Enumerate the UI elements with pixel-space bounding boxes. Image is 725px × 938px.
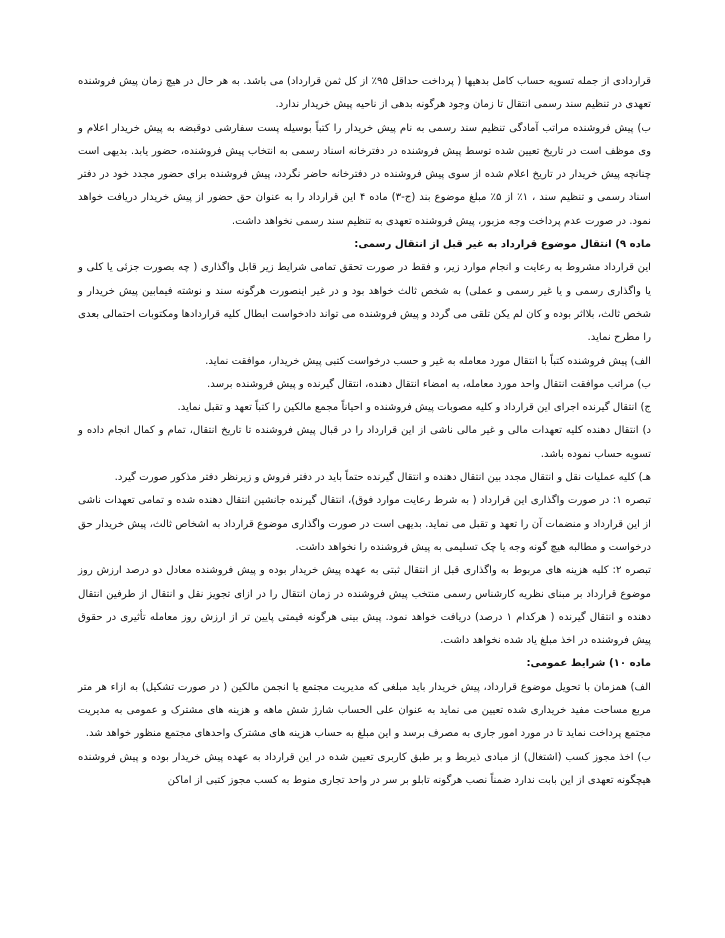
paragraph-condition-dal: د) انتقال دهنده کلیه تعهدات مالی و غیر مالی ناشی از این قرارداد را در قبال پیش فروشنده تا تاریخ انتقال، تمام و کمال انجام داده و تسویه حساب نموده باشد. [78, 425, 651, 460]
paragraph-general-be: ب) اخذ مجوز کسب (اشتغال) از مبادی ذیربط و بر طبق کاربری تعیین شده در این قرارداد به عهده پیش خریدار بوده و پیش فروشنده هیچگونه تعهدی از این بابت ندارد ضمناً نصب هرگونه تابلو بر سر در واحد تجاری منوط به کسب مجوز کتبی از اماکن [78, 751, 651, 786]
paragraph-note-1: تبصره ۱: در صورت واگذاری این قرارداد ( به شرط رعایت موارد فوق)، انتقال گیرنده جانشین انتقال دهنده شده و تمامی تعهدات ناشی از این قرارداد و منضمات آن را تعهد و تقبل می نماید. بدیهی است در صورت واگذاری موضوع قرارداد به اشخاص ثالث، پیش خریدار حق درخواست و مطالبه هیچ گونه وجه یا چک تسلیمی به پیش فروشنده را نخواهد داشت. [78, 495, 652, 553]
paragraph-transfer-conditions: این قرارداد مشروط به رعایت و انجام موارد زیر، و فقط در صورت تحقق تمامی شرایط زیر قابل واگذاری ( چه بصورت جزئی یا کلی و یا واگذاری رسمی و یا غیر رسمی و عملی) به شخص ثالث خواهد بود و در غیر اینصورت هرگونه سند و نوشته فیمابین پیش خریدار و شخص ثالث، بلااثر بوده و کان لم یکن تلقی می گردد و پیش فروشنده می تواند دادخواست ابطال کلیه قراردادها ومکتوبات احتمالی بعدی را مطرح نماید. [78, 262, 651, 344]
paragraph-clause-b-deed-readiness: ب) پیش فروشنده مراتب آمادگی تنظیم سند رسمی به نام پیش خریدار را کتباً بوسیله پست سفارشی دوقبضه به پیش خریدار اعلام و وی موظف است در تاریخ تعیین شده توسط پیش فروشنده در دفترخانه اسناد رسمی به انتخاب پیش فروشنده، حضور یابد. بدیهی است چنانچه پیش خریدار در تاریخ اعلام شده از سوی پیش فروشنده در دفترخانه حاضر نگردد، پیش فروشنده برای حضور مجدد خود در دفتر اسناد رسمی و تنظیم سند ، ۱٪ از ۵٪ مبلغ موضوع بند (ج-۳) ماده ۴ این قرارداد را به عنوان حق حضور از پیش خریدار دریافت خواهد نمود. در صورت عدم پرداخت وجه مزبور، پیش فروشنده تعهدی به تنظیم سند رسمی نخواهد داشت. [78, 122, 651, 227]
article-10-heading: ماده ۱۰) شرایط عمومی: [526, 658, 651, 670]
paragraph-condition-he: هـ) کلیه عملیات نقل و انتقال مجدد بین انتقال دهنده و انتقال گیرنده حتماً باید در دفتر فروش و زیرنظر دفتر مذکور صورت گیرد. [114, 472, 651, 484]
paragraph-note-2: تبصره ۲: کلیه هزینه های مربوط به واگذاری قبل از انتقال ثبتی به عهده پیش خریدار بوده و پیش فروشنده معادل دو درصد ارزش روز موضوع قرارداد بر مبنای نظریه کارشناس رسمی منتخب پیش فروشنده در زمان انتقال را در ازای تجویز نقل و انتقال از طرفین انتقال دهنده و انتقال گیرنده ( هرکدام ۱ درصد) دریافت خواهد نمود. پیش بینی هرگونه قیمتی پایین تر از ارزش روز معامله تأثیری در حقوق پیش فروشنده در اخذ مبلغ یاد شده نخواهد داشت. [78, 565, 651, 647]
document-body [78, 70, 651, 792]
paragraph-general-alef: الف) همزمان با تحویل موضوع قرارداد، پیش خریدار باید مبلغی که مدیریت مجتمع یا انجمن مالکین ( در صورت تشکیل) به ازاء هر متر مربع مساحت مفید خریداری شده تعیین می نماید به عنوان علی الحساب شارژ شش ماهه و هزینه های مشترک و عمومی به مدیریت مجتمع پرداخت نماید تا در مورد امور جاری به مصرف برسد و این مبلغ به حساب هزینه های مشترک واحدهای مجتمع منظور خواهد شد. [78, 681, 651, 740]
article-9-heading: ماده ۹) انتقال موضوع قرارداد به غیر قبل از انتقال رسمی: [354, 239, 651, 251]
paragraph-condition-be: ب) مراتب موافقت انتقال واحد مورد معامله، به امضاء انتقال دهنده، انتقال گیرنده و پیش فروشنده برسد. [207, 378, 651, 390]
paragraph-condition-alef: الف) پیش فروشنده کتباً با انتقال مورد معامله به غیر و حسب درخواست کتبی پیش خریدار، موافقت نماید. [205, 355, 651, 367]
paragraph-payment-settlement: قراردادی از جمله تسویه حساب کامل بدهیها ( پرداخت حداقل ۹۵٪ از کل ثمن قرارداد) می باشد. به هر حال در هیچ زمان پیش فروشنده تعهدی در تنظیم سند رسمی انتقال تا زمان وجود هرگونه بدهی از ناحیه پیش خریدار ندارد. [78, 76, 651, 111]
paragraph-condition-jim: ج) انتقال گیرنده اجرای این قرارداد و کلیه مصوبات پیش فروشنده و احیاناً مجمع مالکین را کتباً تعهد و تقبل نماید. [177, 402, 651, 414]
